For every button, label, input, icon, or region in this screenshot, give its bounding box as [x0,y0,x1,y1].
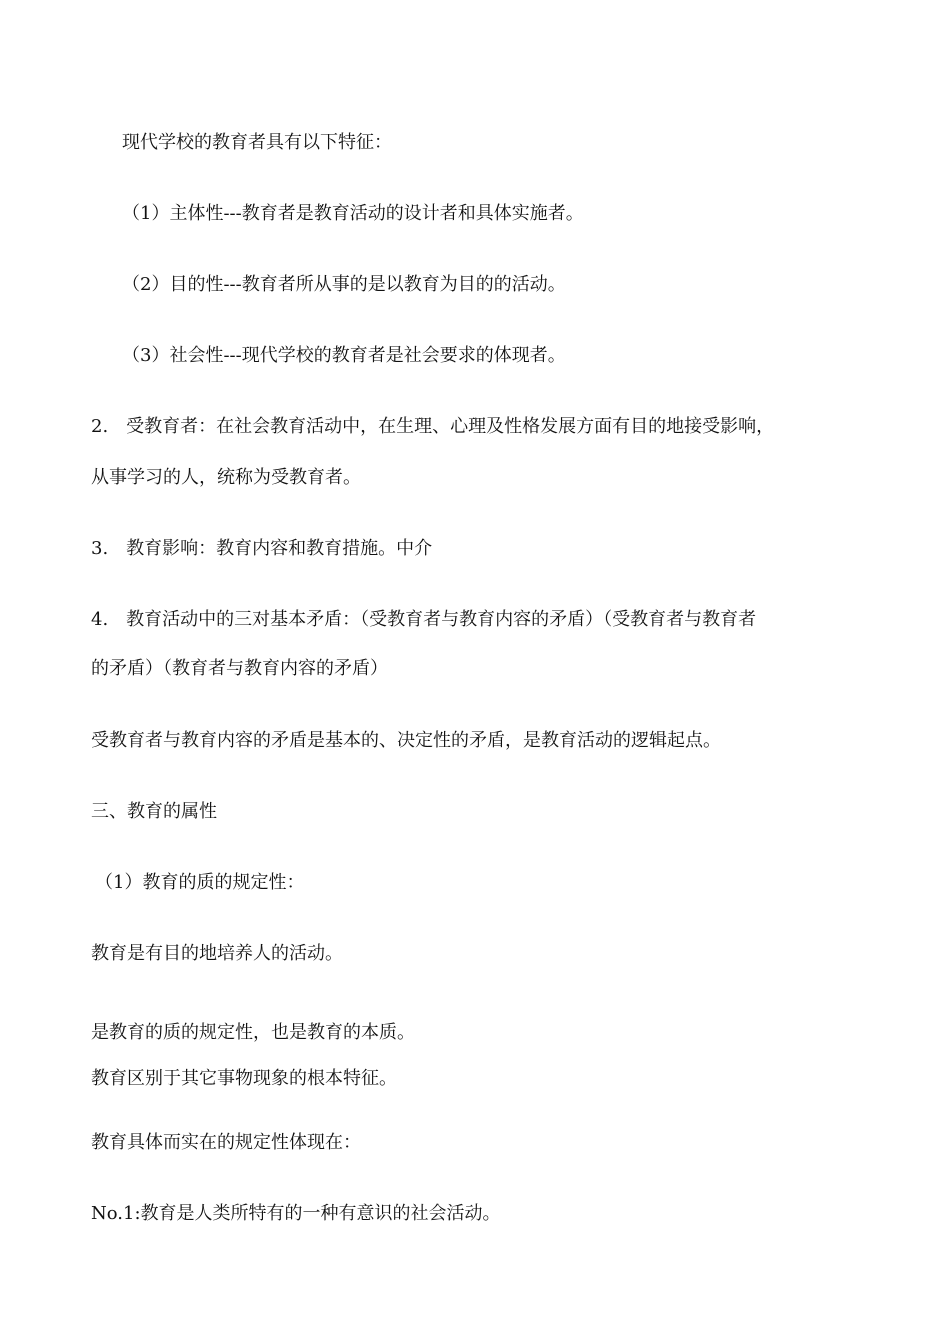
paragraph-educator-features-intro: 现代学校的教育者具有以下特征： [122,132,392,153]
paragraph-basic-contradiction: 受教育者与教育内容的矛盾是基本的、决定性的矛盾，是教育活动的逻辑起点。 [91,730,721,751]
list-item-sociality: （3）社会性---现代学校的教育者是社会要求的体现者。 [122,345,566,366]
paragraph-essence-of-education: 是教育的质的规定性，也是教育的本质。 [91,1022,415,1043]
paragraph-contradictions-line-2: 的矛盾）（教育者与教育内容的矛盾） [91,658,388,679]
section-heading-education-attributes: 三、教育的属性 [91,801,217,822]
paragraph-contradictions-line-1: 4. 教育活动中的三对基本矛盾：（受教育者与教育内容的矛盾）（受教育者与教育者 [91,609,757,630]
list-item-purposefulness: （2）目的性---教育者所从事的是以教育为目的的活动。 [122,274,566,295]
paragraph-purposeful-activity: 教育是有目的地培养人的活动。 [91,943,343,964]
paragraph-learner-line-1: 2. 受教育者：在社会教育活动中，在生理、心理及性格发展方面有目的地接受影响， [91,416,775,437]
paragraph-fundamental-feature: 教育区别于其它事物现象的根本特征。 [91,1068,397,1089]
list-item-no1: No.1:教育是人类所特有的一种有意识的社会活动。 [91,1203,501,1224]
paragraph-educational-influence: 3. 教育影响：教育内容和教育措施。中介 [91,538,433,559]
paragraph-learner-line-2: 从事学习的人，统称为受教育者。 [91,467,361,488]
paragraph-concrete-specification: 教育具体而实在的规定性体现在： [91,1132,361,1153]
subheading-qualitative-specification: （1）教育的质的规定性： [95,872,305,893]
list-item-subjectivity: （1）主体性---教育者是教育活动的设计者和具体实施者。 [122,203,584,224]
